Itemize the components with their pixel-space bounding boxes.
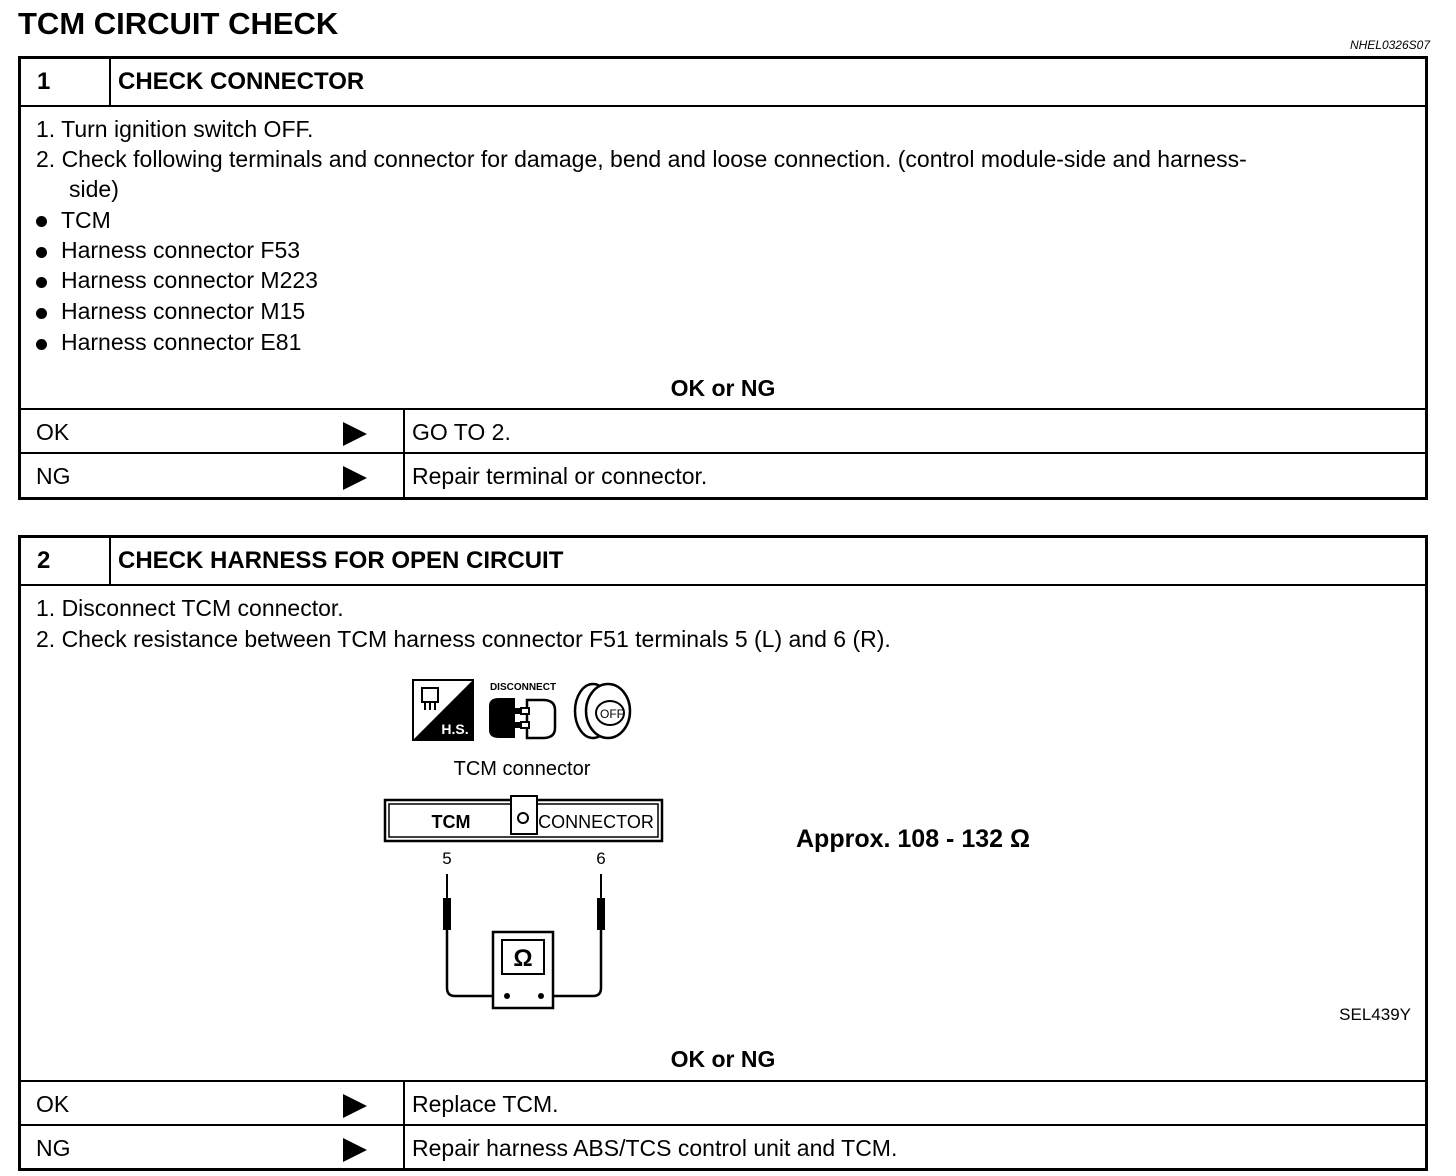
connector-caption: TCM connector: [453, 758, 591, 780]
result-label: NG: [36, 463, 71, 489]
arrow-right-icon: [343, 466, 367, 490]
arrow-right-icon: [343, 422, 367, 446]
step-2-box: [18, 535, 1428, 1171]
bullet-item: Harness connector M15: [61, 298, 306, 324]
hs-icon-label: H.S.: [441, 721, 469, 737]
result-label: OK: [36, 419, 70, 445]
result-action: Replace TCM.: [412, 1091, 559, 1117]
step-title: CHECK CONNECTOR: [118, 68, 365, 95]
harness-side-icon: [413, 680, 473, 740]
result-label: OK: [36, 1091, 70, 1117]
disconnect-icon-label: DISCONNECT: [489, 682, 557, 693]
row-divider: [403, 410, 405, 454]
instruction-line: 1. Turn ignition switch OFF.: [36, 116, 314, 142]
result-action: Repair harness ABS/TCS control unit and TCM.: [412, 1135, 898, 1161]
ohm-symbol: Ω: [513, 945, 533, 972]
step-number: 1: [37, 68, 51, 95]
tcm-connector: [385, 796, 662, 841]
disconnect-icon: [489, 682, 556, 738]
result-action: Repair terminal or connector.: [412, 463, 708, 489]
instruction-line: side): [69, 176, 119, 202]
instruction-line: 2. Check resistance between TCM harness connector F51 terminals 5 (L) and 6 (R).: [36, 626, 891, 652]
instruction-line: 2. Check following terminals and connector for damage, bend and loose connection. (control module-side and harness-: [36, 146, 1247, 172]
row-divider: [403, 1126, 405, 1170]
ok-or-ng-label: OK or NG: [670, 1046, 776, 1072]
ok-or-ng-label: OK or NG: [670, 375, 776, 401]
bullet-item: Harness connector F53: [61, 237, 301, 263]
result-row-ng: [21, 452, 1425, 498]
step-1-box: [18, 56, 1428, 500]
row-divider: [403, 454, 405, 498]
off-icon-label: OFF: [600, 707, 624, 721]
result-label: NG: [36, 1135, 71, 1161]
page-title: TCM CIRCUIT CHECK: [18, 6, 339, 41]
result-row-ok: [21, 1080, 1425, 1126]
ignition-off-icon: [575, 684, 630, 738]
bullet-icon: [36, 308, 47, 319]
terminal-6-label: 6: [596, 849, 606, 868]
bullet-icon: [36, 216, 47, 227]
instruction-line: 1. Disconnect TCM connector.: [36, 595, 344, 621]
reference-code: NHEL0326S07: [1349, 38, 1430, 52]
bullet-icon: [36, 277, 47, 288]
bullet-icon: [36, 339, 47, 350]
connector-label-right: CONNECTOR: [538, 812, 654, 832]
step-1-header: [21, 59, 1425, 107]
result-row-ng: [21, 1124, 1425, 1170]
row-divider: [403, 1082, 405, 1126]
arrow-right-icon: [343, 1138, 367, 1162]
arrow-right-icon: [343, 1094, 367, 1118]
result-row-ok: [21, 408, 1425, 454]
ohmmeter: [493, 932, 553, 1008]
terminal-5-label: 5: [442, 849, 452, 868]
resistance-check-diagram: [21, 538, 1425, 1038]
bullet-item: Harness connector E81: [61, 329, 302, 355]
bullet-item: TCM: [61, 207, 111, 233]
figure-code: SEL439Y: [1339, 1005, 1411, 1024]
resistance-spec: Approx. 108 - 132 Ω: [796, 825, 1031, 853]
bullet-icon: [36, 247, 47, 258]
result-action: GO TO 2.: [412, 419, 511, 445]
step-title: CHECK HARNESS FOR OPEN CIRCUIT: [118, 547, 564, 574]
connector-label-left: TCM: [431, 812, 471, 832]
step-number: 2: [37, 547, 51, 574]
header-divider: [109, 59, 111, 105]
bullet-item: Harness connector M223: [61, 267, 318, 293]
